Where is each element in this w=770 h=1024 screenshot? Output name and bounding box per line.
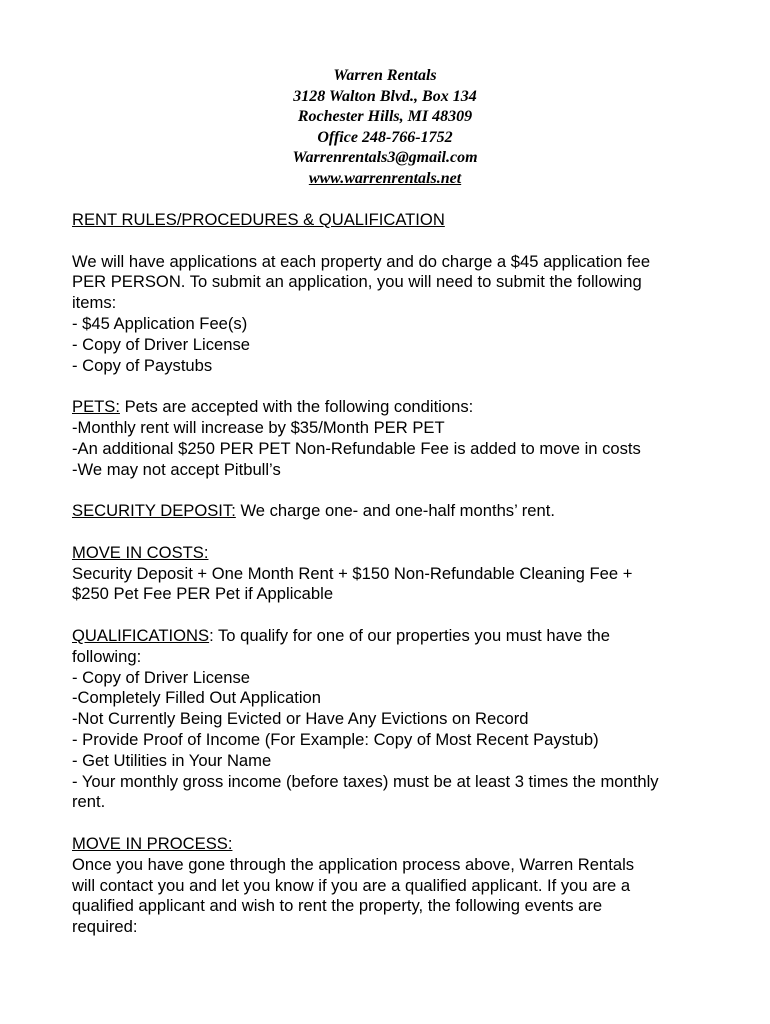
move-in-costs-line: Security Deposit + One Month Rent + $150 Non-Refundable Cleaning Fee + <box>72 563 633 583</box>
pets-section <box>72 397 702 480</box>
applications-line: We will have applications at each property and do charge a $45 application fee <box>72 251 651 271</box>
pets-label: PETS: <box>72 397 120 417</box>
qualifications-section <box>72 626 702 813</box>
list-item: -Completely Filled Out Application <box>72 688 322 708</box>
list-item: - $45 Application Fee(s) <box>72 313 248 333</box>
move-in-process-line: qualified applicant and wish to rent the property, the following events are <box>72 896 603 916</box>
move-in-process-line: will contact you and let you know if you are a qualified applicant. If you are a <box>72 875 631 895</box>
list-item: - Your monthly gross income (before taxes) must be at least 3 times the monthly <box>72 771 659 791</box>
list-item: - Get Utilities in Your Name <box>72 750 272 770</box>
applications-section <box>72 252 702 377</box>
list-item: - Provide Proof of Income (For Example: Copy of Most Recent Paystub) <box>72 729 599 749</box>
move-in-process-line: required: <box>72 917 138 937</box>
office-phone: Office 248-766-1752 <box>317 128 453 146</box>
move-in-costs-line: $250 Pet Fee PER Pet if Applicable <box>72 584 334 604</box>
page-heading: RENT RULES/PROCEDURES & QUALIFICATION <box>72 210 445 229</box>
security-deposit-text: We charge one- and one-half months’ rent. <box>235 501 555 521</box>
qualifications-label: QUALIFICATIONS <box>72 625 210 645</box>
list-item: - Copy of Paystubs <box>72 355 213 375</box>
applications-line: PER PERSON. To submit an application, you will need to submit the following <box>72 272 642 292</box>
list-item: -We may not accept Pitbull’s <box>72 459 281 479</box>
website-link[interactable]: www.warrenrentals.net <box>308 169 462 187</box>
list-item: -Not Currently Being Evicted or Have Any Evictions on Record <box>72 709 529 729</box>
list-item: - Copy of Driver License <box>72 334 250 354</box>
list-item: rent. <box>72 792 106 812</box>
qualifications-intro-cont: following: <box>72 646 142 666</box>
letterhead <box>0 66 770 190</box>
move-in-process-label: MOVE IN PROCESS: <box>72 833 233 853</box>
street-address: 3128 Walton Blvd., Box 134 <box>293 87 477 105</box>
move-in-process-line: Once you have gone through the application process above, Warren Rentals <box>72 854 635 874</box>
move-in-costs-section <box>72 543 702 605</box>
security-deposit-section <box>72 501 702 522</box>
move-in-process-section <box>72 834 702 938</box>
list-item: -An additional $250 PER PET Non-Refundable Fee is added to move in costs <box>72 438 641 458</box>
document-body <box>72 210 702 938</box>
list-item: - Copy of Driver License <box>72 667 250 687</box>
move-in-costs-label: MOVE IN COSTS: <box>72 542 209 562</box>
applications-line: items: <box>72 293 117 313</box>
company-name: Warren Rentals <box>333 67 437 84</box>
security-deposit-label: SECURITY DEPOSIT: <box>72 501 236 521</box>
qualifications-intro: : To qualify for one of our properties you must have the <box>209 625 611 645</box>
list-item: -Monthly rent will increase by $35/Month PER PET <box>72 417 445 437</box>
pets-intro: Pets are accepted with the following conditions: <box>119 397 474 417</box>
city-state-zip: Rochester Hills, MI 48309 <box>297 108 473 126</box>
email-address: Warrenrentals3@gmail.com <box>292 149 478 167</box>
